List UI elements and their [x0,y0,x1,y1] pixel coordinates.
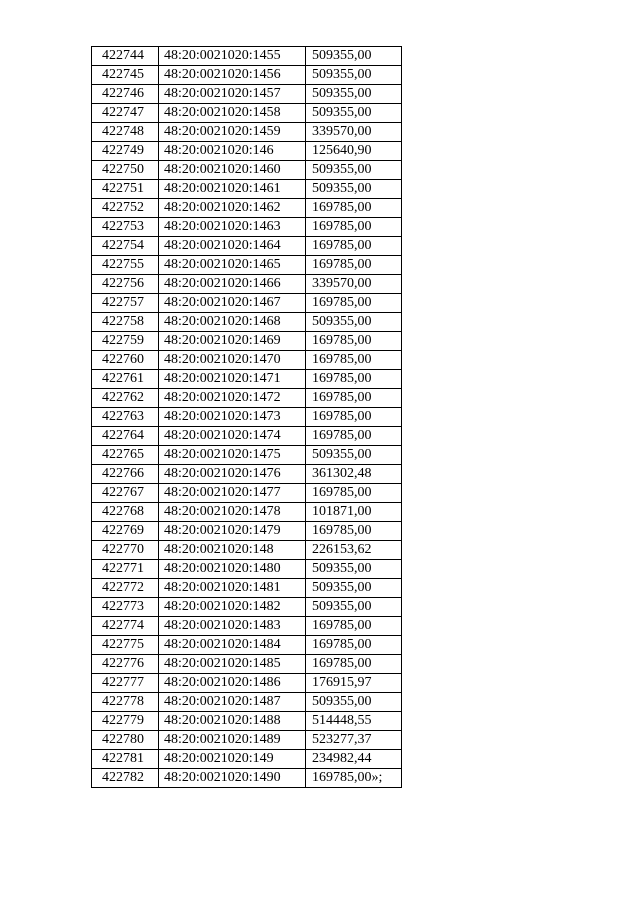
table-row [92,294,402,313]
table-row [92,503,402,522]
value-cell: 176915,97 [306,674,402,693]
row-number-cell: 422778 [92,693,159,712]
cadastral-number-cell: 48:20:0021020:148 [159,541,306,560]
value-cell: 509355,00 [306,180,402,199]
cadastral-number-cell: 48:20:0021020:1490 [159,769,306,788]
value-cell: 234982,44 [306,750,402,769]
cadastral-number-cell: 48:20:0021020:1475 [159,446,306,465]
cadastral-number-cell: 48:20:0021020:1489 [159,731,306,750]
cadastral-number-cell: 48:20:0021020:1474 [159,427,306,446]
row-number-cell: 422770 [92,541,159,560]
row-number-cell: 422767 [92,484,159,503]
value-cell: 523277,37 [306,731,402,750]
value-cell: 509355,00 [306,579,402,598]
cadastral-number-cell: 48:20:0021020:1469 [159,332,306,351]
cadastral-number-cell: 48:20:0021020:1473 [159,408,306,427]
row-number-cell: 422749 [92,142,159,161]
value-cell: 169785,00 [306,294,402,313]
row-number-cell: 422761 [92,370,159,389]
row-number-cell: 422754 [92,237,159,256]
value-cell: 509355,00 [306,598,402,617]
table-row [92,370,402,389]
table-row [92,579,402,598]
cadastral-number-cell: 48:20:0021020:1464 [159,237,306,256]
row-number-cell: 422781 [92,750,159,769]
cadastral-number-cell: 48:20:0021020:1476 [159,465,306,484]
row-number-cell: 422768 [92,503,159,522]
cadastral-number-cell: 48:20:0021020:1466 [159,275,306,294]
table-row [92,275,402,294]
cadastral-number-cell: 48:20:0021020:1462 [159,199,306,218]
cadastral-number-cell: 48:20:0021020:1487 [159,693,306,712]
row-number-cell: 422763 [92,408,159,427]
row-number-cell: 422779 [92,712,159,731]
table-row [92,237,402,256]
table-row [92,446,402,465]
cadastral-number-cell: 48:20:0021020:1472 [159,389,306,408]
row-number-cell: 422762 [92,389,159,408]
cadastral-number-cell: 48:20:0021020:1456 [159,66,306,85]
value-cell: 509355,00 [306,446,402,465]
value-cell: 339570,00 [306,275,402,294]
cadastral-number-cell: 48:20:0021020:1483 [159,617,306,636]
cadastral-number-cell: 48:20:0021020:1481 [159,579,306,598]
table-row [92,256,402,275]
value-cell: 514448,55 [306,712,402,731]
table-row [92,47,402,66]
row-number-cell: 422780 [92,731,159,750]
value-cell: 509355,00 [306,693,402,712]
table-row [92,332,402,351]
cadastral-number-cell: 48:20:0021020:1461 [159,180,306,199]
cadastral-number-cell: 48:20:0021020:1470 [159,351,306,370]
table-row [92,655,402,674]
table-row [92,142,402,161]
row-number-cell: 422774 [92,617,159,636]
row-number-cell: 422760 [92,351,159,370]
cadastral-number-cell: 48:20:0021020:1484 [159,636,306,655]
table-row [92,408,402,427]
cadastral-number-cell: 48:20:0021020:1458 [159,104,306,123]
row-number-cell: 422759 [92,332,159,351]
cadastral-number-cell: 48:20:0021020:1460 [159,161,306,180]
data-table [91,46,402,788]
row-number-cell: 422776 [92,655,159,674]
cadastral-number-cell: 48:20:0021020:146 [159,142,306,161]
row-number-cell: 422744 [92,47,159,66]
cadastral-number-cell: 48:20:0021020:1486 [159,674,306,693]
value-cell: 169785,00 [306,256,402,275]
value-cell: 169785,00»; [306,769,402,788]
row-number-cell: 422746 [92,85,159,104]
table-row [92,427,402,446]
cadastral-number-cell: 48:20:0021020:149 [159,750,306,769]
value-cell: 169785,00 [306,218,402,237]
row-number-cell: 422771 [92,560,159,579]
table-row [92,712,402,731]
row-number-cell: 422748 [92,123,159,142]
value-cell: 509355,00 [306,47,402,66]
cadastral-number-cell: 48:20:0021020:1480 [159,560,306,579]
value-cell: 169785,00 [306,237,402,256]
value-cell: 509355,00 [306,560,402,579]
table-row [92,313,402,332]
table-row [92,66,402,85]
row-number-cell: 422766 [92,465,159,484]
value-cell: 169785,00 [306,427,402,446]
table-row [92,351,402,370]
row-number-cell: 422765 [92,446,159,465]
table-row [92,750,402,769]
table-row [92,674,402,693]
value-cell: 361302,48 [306,465,402,484]
table-row [92,541,402,560]
table-row [92,199,402,218]
value-cell: 339570,00 [306,123,402,142]
value-cell: 509355,00 [306,313,402,332]
value-cell: 509355,00 [306,85,402,104]
table-row [92,560,402,579]
table-row [92,123,402,142]
cadastral-number-cell: 48:20:0021020:1488 [159,712,306,731]
row-number-cell: 422750 [92,161,159,180]
value-cell: 226153,62 [306,541,402,560]
table-row [92,693,402,712]
row-number-cell: 422751 [92,180,159,199]
value-cell: 169785,00 [306,370,402,389]
row-number-cell: 422753 [92,218,159,237]
value-cell: 101871,00 [306,503,402,522]
row-number-cell: 422758 [92,313,159,332]
cadastral-number-cell: 48:20:0021020:1478 [159,503,306,522]
cadastral-number-cell: 48:20:0021020:1468 [159,313,306,332]
cadastral-number-cell: 48:20:0021020:1485 [159,655,306,674]
table-body [92,47,402,788]
table-row [92,636,402,655]
value-cell: 509355,00 [306,104,402,123]
row-number-cell: 422745 [92,66,159,85]
row-number-cell: 422777 [92,674,159,693]
row-number-cell: 422782 [92,769,159,788]
row-number-cell: 422764 [92,427,159,446]
cadastral-number-cell: 48:20:0021020:1455 [159,47,306,66]
cadastral-number-cell: 48:20:0021020:1471 [159,370,306,389]
row-number-cell: 422757 [92,294,159,313]
row-number-cell: 422756 [92,275,159,294]
row-number-cell: 422773 [92,598,159,617]
table-row [92,522,402,541]
value-cell: 169785,00 [306,522,402,541]
row-number-cell: 422769 [92,522,159,541]
table-row [92,180,402,199]
value-cell: 169785,00 [306,389,402,408]
table-row [92,85,402,104]
table-row [92,104,402,123]
table-row [92,389,402,408]
cadastral-number-cell: 48:20:0021020:1479 [159,522,306,541]
value-cell: 125640,90 [306,142,402,161]
cadastral-number-cell: 48:20:0021020:1463 [159,218,306,237]
row-number-cell: 422755 [92,256,159,275]
value-cell: 169785,00 [306,484,402,503]
value-cell: 169785,00 [306,408,402,427]
table-row [92,598,402,617]
table-row [92,465,402,484]
value-cell: 169785,00 [306,636,402,655]
value-cell: 169785,00 [306,332,402,351]
row-number-cell: 422772 [92,579,159,598]
cadastral-number-cell: 48:20:0021020:1465 [159,256,306,275]
row-number-cell: 422752 [92,199,159,218]
value-cell: 169785,00 [306,655,402,674]
cadastral-number-cell: 48:20:0021020:1467 [159,294,306,313]
table-row [92,769,402,788]
cadastral-number-cell: 48:20:0021020:1457 [159,85,306,104]
table-row [92,484,402,503]
table-row [92,731,402,750]
table-row [92,617,402,636]
value-cell: 169785,00 [306,351,402,370]
value-cell: 509355,00 [306,161,402,180]
cadastral-number-cell: 48:20:0021020:1459 [159,123,306,142]
value-cell: 169785,00 [306,617,402,636]
row-number-cell: 422775 [92,636,159,655]
table-row [92,218,402,237]
row-number-cell: 422747 [92,104,159,123]
table-row [92,161,402,180]
cadastral-number-cell: 48:20:0021020:1482 [159,598,306,617]
value-cell: 169785,00 [306,199,402,218]
cadastral-number-cell: 48:20:0021020:1477 [159,484,306,503]
value-cell: 509355,00 [306,66,402,85]
